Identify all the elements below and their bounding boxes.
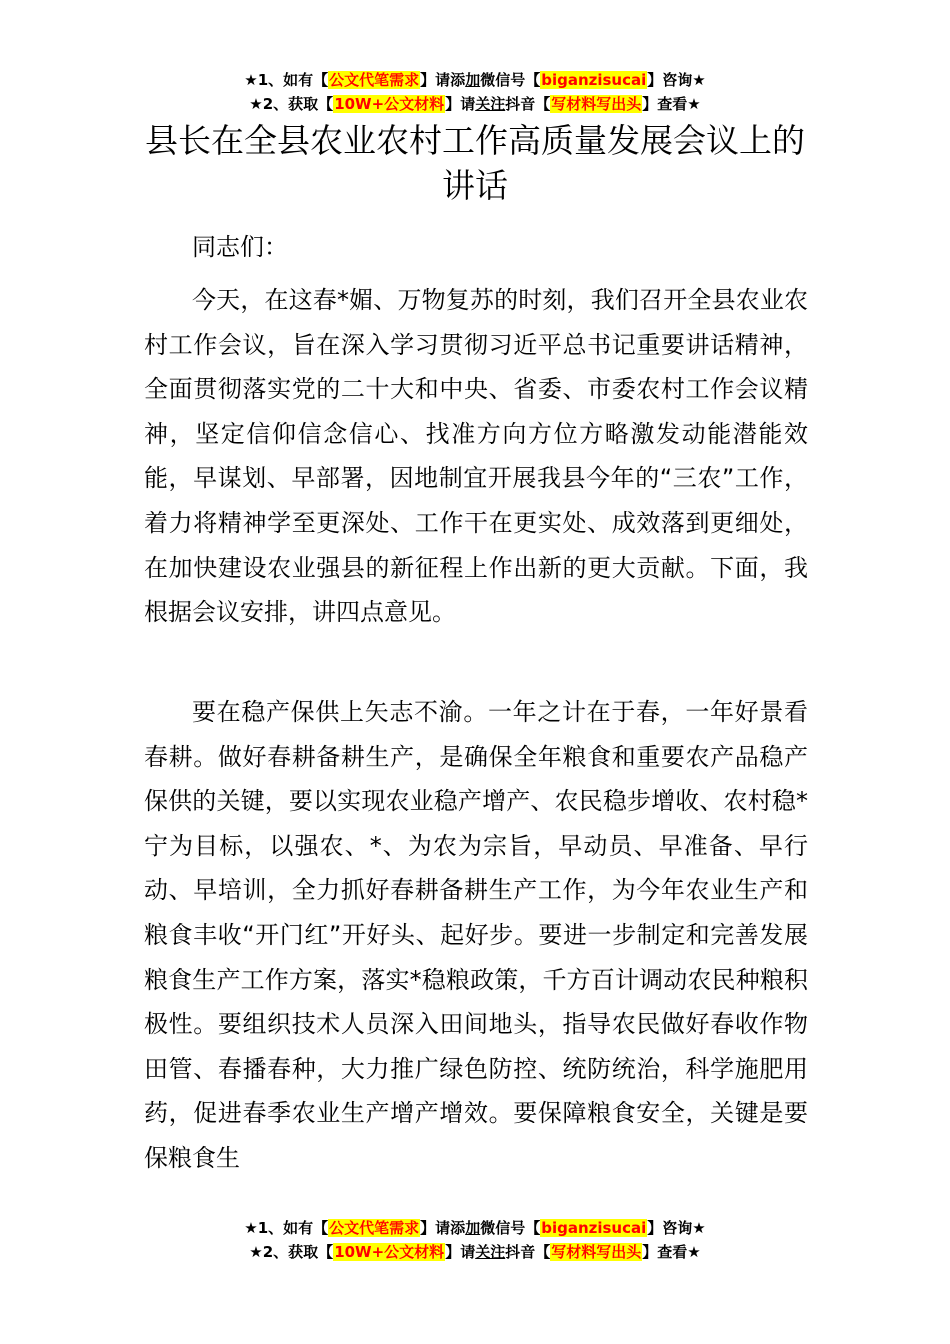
banner-line-1 xyxy=(0,68,950,92)
banner-text: 】查看★ xyxy=(642,95,701,113)
banner-text: ★2、获取【 xyxy=(249,1243,334,1261)
top-banner xyxy=(0,68,950,116)
banner-text: 】请添 xyxy=(420,71,466,89)
banner-text: 微信号【 xyxy=(480,71,541,89)
banner-line-2 xyxy=(0,1240,950,1264)
banner-underlined: 加 xyxy=(465,1219,481,1237)
banner-highlight: biganzisucai xyxy=(541,1219,647,1237)
banner-highlight: 公文代笔需求 xyxy=(329,1219,420,1237)
bottom-banner xyxy=(0,1216,950,1264)
banner-line-2 xyxy=(0,92,950,116)
banner-text: ★1、如有【 xyxy=(244,1219,329,1237)
banner-line-1 xyxy=(0,1216,950,1240)
banner-highlight: 10W+公文材料 xyxy=(334,95,445,113)
banner-text: 】请添 xyxy=(420,1219,466,1237)
document-title: 县长在全县农业农村工作高质量发展会议上的讲话 xyxy=(145,121,805,205)
banner-text: 微信号【 xyxy=(480,1219,541,1237)
paragraph: 要在稳产保供上矢志不渝。一年之计在于春，一年好景看春耕。做好春耕备耕生产，是确保全年粮食和重要农产品稳产保供的关键，要以实现农业稳产增产、农民稳步增收、农村稳*宁为目标，以强农、*、为农为宗旨，早动员、早准备、早行动、早培训，全力抓好春耕备耕生产工作，为今年农业生产和粮食丰收“开门红”开好头、起好步。要进一步制定和完善发展粮食生产工作方案，落实*稳粮政策，千方百计调动农民种粮积极性。要组织技术人员深入田间地头，指导农民做好春收作物田管、春播春种，大力推广绿色防控、统防统治，科学施肥用药，促进春季农业生产增产增效。要保障粮食安全，关键是要保粮食生 xyxy=(144,698,808,1172)
banner-text: 】请 xyxy=(445,95,476,113)
banner-highlight: 写材料写出头 xyxy=(551,1243,642,1261)
banner-text: ★1、如有【 xyxy=(244,71,329,89)
banner-text: 】咨询★ xyxy=(647,71,706,89)
banner-underlined: 关注 xyxy=(475,1243,506,1261)
banner-text: 】查看★ xyxy=(642,1243,701,1261)
paragraph: 今天，在这春*媚、万物复苏的时刻，我们召开全县农业农村工作会议，旨在深入学习贯彻习近平总书记重要讲话精神，全面贯彻落实党的二十大和中央、省委、市委农村工作会议精神，坚定信仰信念信心、找准方向方位方略激发动能潜能效能，早谋划、早部署，因地制宜开展我县今年的“三农”工作，着力将精神学至更深处、工作干在更实处、成效落到更细处，在加快建设农业强县的新征程上作出新的更大贡献。下面，我根据会议安排，讲四点意见。 xyxy=(144,286,808,627)
banner-underlined: 加 xyxy=(465,71,481,89)
banner-highlight: 写材料写出头 xyxy=(551,95,642,113)
banner-highlight: 公文代笔需求 xyxy=(329,71,420,89)
banner-text: 】请 xyxy=(445,1243,476,1261)
banner-text: ★2、获取【 xyxy=(249,95,334,113)
banner-highlight: biganzisucai xyxy=(541,71,647,89)
salutation: 同志们： xyxy=(192,233,288,261)
banner-text: 】咨询★ xyxy=(647,1219,706,1237)
banner-highlight: 10W+公文材料 xyxy=(334,1243,445,1261)
banner-underlined: 关注 xyxy=(475,95,506,113)
banner-text: 抖音【 xyxy=(505,95,551,113)
banner-text: 抖音【 xyxy=(505,1243,551,1261)
